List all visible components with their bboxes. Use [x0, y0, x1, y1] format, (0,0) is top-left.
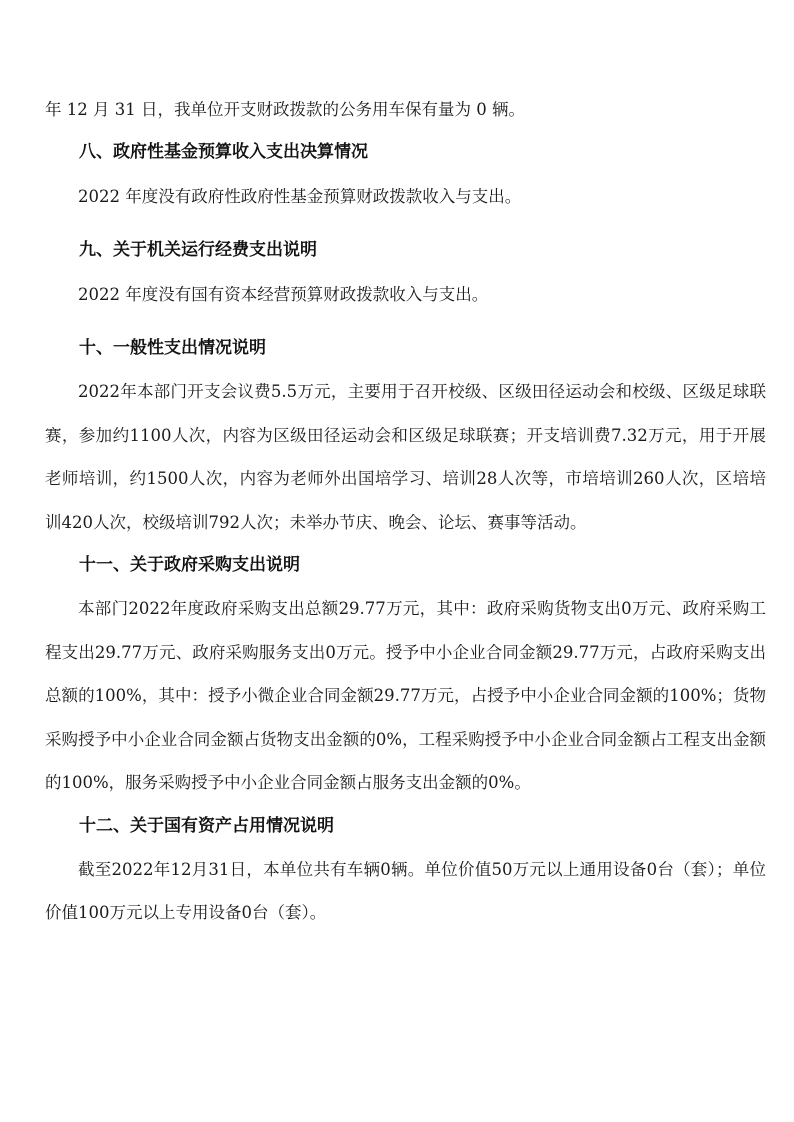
section-general-expenditure [45, 327, 766, 544]
section-heading-11: 十一、关于政府采购支出说明 [79, 555, 300, 576]
section-heading-12: 十二、关于国有资产占用情况说明 [79, 815, 334, 836]
section-paragraph-12: 截至2022年12月31日，本单位共有车辆0辆。单位价值50万元以上通用设备0台（套）；单位价值100万元以上专用设备0台（套）。 [45, 859, 766, 923]
section-heading-8: 八、政府性基金预算收入支出决算情况 [79, 142, 368, 163]
section-heading-10: 十、一般性支出情况说明 [79, 338, 266, 359]
continuation-paragraph: 年 12 月 31 日，我单位开支财政拨款的公务用车保有量为 0 辆。 [45, 100, 525, 119]
section-paragraph-9: 2022 年度没有国有资本经营预算财政拨款收入与支出。 [78, 284, 489, 304]
section-paragraph-11: 本部门2022年度政府采购支出总额29.77万元，其中：政府采购货物支出0万元、政府采购工程支出29.77万元、政府采购服务支出0万元。授予中小企业合同金额29.77万元，占政府采购支出总额的100%，其中：授予小微企业合同金额29.77万元，占授予中小企业合同金额的100%；货物采购授予中小企业合同金额占货物支出金额的0%，工程采购授予中小企业合同金额占工程支出金额的100%，服务采购授予中小企业合同金额占服务支出金额的0%。 [45, 599, 766, 793]
section-state-asset-occupancy [45, 805, 766, 935]
section-government-procurement [45, 544, 766, 804]
section-heading-9: 九、关于机关运行经费支出说明 [79, 240, 317, 261]
section-gov-fund-budget [45, 131, 766, 218]
section-agency-operating-expense [45, 229, 766, 316]
section-paragraph-8: 2022 年度没有政府性政府性基金预算财政拨款收入与支出。 [78, 186, 522, 206]
section-paragraph-10: 2022年本部门开支会议费5.5万元，主要用于召开校级、区级田径运动会和校级、区级足球联赛，参加约1100人次，内容为区级田径运动会和区级足球联赛；开支培训费7.32万元，用于开展老师培训，约1500人次，内容为老师外出国培学习、培训28人次等，市培培训260人次，区培培训420人次，校级培训792人次；未举办节庆、晚会、论坛、赛事等活动。 [45, 382, 766, 532]
